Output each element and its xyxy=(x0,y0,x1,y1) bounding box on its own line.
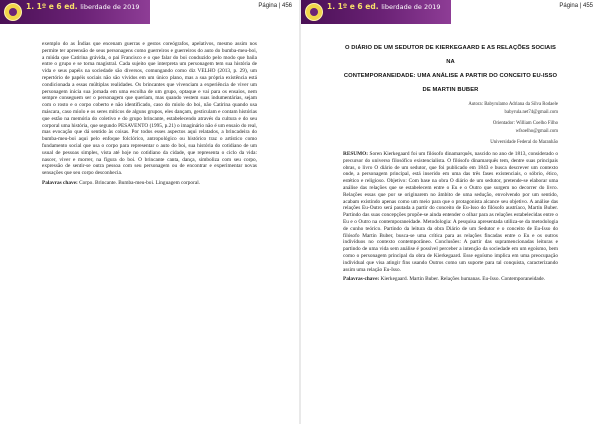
title-line: DE MARTIN BUBER xyxy=(422,87,479,93)
keywords-text: Kierkegaard. Martin Buber. Relações humanas. Eu-Isso. Contemporaneidade. xyxy=(379,276,546,283)
keywords-paragraph xyxy=(42,180,257,187)
advisor-email: wfsoelho@gmail.com xyxy=(515,128,558,134)
title-line: CONTEMPORANEIDADE: UMA ANÁLISE A PARTIR DO CONCEITO EU-ISSO xyxy=(343,73,558,79)
event-logo-icon xyxy=(305,3,323,21)
page-content xyxy=(343,41,558,286)
banner-title xyxy=(327,2,447,12)
abstract-label: RESUMO: xyxy=(343,150,369,157)
university-name: Universidade Federal do Maranhão xyxy=(490,140,558,146)
page-number: Página | 455 xyxy=(559,3,593,9)
right-page xyxy=(301,0,600,424)
keywords-paragraph xyxy=(343,276,558,283)
page-number: Página | 456 xyxy=(258,3,292,9)
keywords-label: Palavras-chave: xyxy=(343,276,380,283)
advisor-name: Orientador: William Coelho Filho xyxy=(492,121,558,127)
article-title xyxy=(343,41,558,97)
keywords-text: Corpo. Brincante. Bumba-meu-boi. Linguagem corporal. xyxy=(77,179,200,186)
page-content xyxy=(42,41,257,190)
abstract-paragraph xyxy=(343,151,558,273)
banner-subtitle: liberdade de 2019 xyxy=(381,3,441,11)
author-block xyxy=(343,101,558,147)
abstract-text: Soren Kierkegaard foi um filósofo dinamarquês, nascido no ano de 1813, considerado o precursor do universo filosófico existencialista. O filósofo dinamarquês tem, dentre suas principais obras, o livro O diário de um sedutor, que foi publicado em 1843 e busca descrever um contexto onde, a personagem principal, está inserido em uma das três fases existenciais, o sóbrio, ético, estético e religioso. Objetivo: Com base na obra O diário de um sedutor, pretende-se elaborar uma análise das relações que se estabelecem entre o Eu e o Outro que surgem no decorrer do livro. Relações essas que por se originarem no âmbito de uma sedução, envolvendo por um sentido, acabam existindo apenas como um meio para que o protagonista alcance seu objetivo. A análise das relações Eu-Outro será pautada a partir do conceito de Eu-Isso do filósofo austríaco, Martin Buber. Partindo das suas concepções propõe-se ainda entender o olhar para as relações estabelecidas entre o Eu e o Outro na contemporaneidade. Metodologia: A pesquisa apresentada utiliza-se da metodologia de cunho teórico. Partindo da leitura da obra Diário de um Sedutor e o conceito de Eu-Isso do filósofo Martin Buber, busca-se uma crítica para as relações fincadas entre o Eu e os outros indivíduos no contexto contemporâneo. Conclusões: A partir das supramencionadas leituras e partindo de uma vida sem análise é possível perceber a intenção da sociedade em um egoísmo, bem como o personagem principal da obra de Kierkegaard. Esse egoísmo implica em uma preocupação individual que visa atingir fins usando Outros como um suporte para tal conquista, caracterizando assim uma relação Eu-Isso. xyxy=(343,150,558,273)
body-paragraph: exemplo do as Índias que encenam guerras e gestos coreógrafos, apelativos, mesmo assim nos permite ter apreensão de seus personagens como guerreiros e guerreiros do auto do bumba-meu-boi, a miúda que Catirina grávida, o pai Francisco e o que falar do boi conduzido pelo modo que baila entre o grupo e se torna magistral. Cada sujeito que interpreta um personagem tem sua história de vida e seus papéis na sociedade são diversos, comungando como diz VELHO (2013, p. 29), um repertório de papéis sociais não são vividos em um único plano, mas a sua própria existência está condicionada a essas múltiplas realidades. Os brincantes que vivenciam a experiência de viver um personagem inicia sua jornada em uma escolha de um grupo, optaque e vai para os ensaios, nem sempre conseguem ser o personagem que queriam, mas quando vestem suas indumentárias, sejam com o rosto e o corpo coberto e não identificado, caso do miolo do boi, não Catirina quando usa máscara, caso miolo e os seres míticos de alguns grupos, eles dançam, gesticulam e contam histórias que estão na memória do coletivo e do grupo brincante, estabelecendo através da cultura e do seu corporal uma história, que segundo PESAVENTO (1995, p.21) o imaginário não é um ensaio do real, mas evocação que dá sentido às coisas. Por todos esses aspectos aqui relatados, a brincadeira do bumba-meu-boi aqui pelo enfoque folclórico, antropológico ou histórico traz o artístico como fundamento social que usa o corpo para representar o auto do boi, sua história do cotidiano de um usual de pessoas simples, vista até hoje no cotidiano da cidade, que representa o ciclo da vida: nascer, viver e morrer, na figura do boi. O brincante canta, dança, simboliza com seu corpo, expressão de sentir-se outra pessoa com seu personagem ou de encontrar e experimentar novas sensações que seu corpo desconhecia. xyxy=(42,41,257,177)
banner-title xyxy=(26,2,146,12)
banner-title-text: 1. 1º e 6 ed. xyxy=(26,2,78,11)
keywords-label: Palavras chave: xyxy=(42,179,78,186)
event-banner xyxy=(301,0,451,24)
banner-title-text: 1. 1º e 6 ed. xyxy=(327,2,379,11)
event-logo-icon xyxy=(4,3,22,21)
left-page xyxy=(0,0,299,424)
banner-subtitle: liberdade de 2019 xyxy=(80,3,140,11)
author-name: Autora: Babyrulamo Adriana da Silva Rodaele xyxy=(468,102,558,107)
title-line: O DIÁRIO DE UM SEDUTOR DE KIERKEGAARD E AS RELAÇÕES SOCIAIS NA xyxy=(344,45,557,65)
author-email: babyrula.net74@gmail.com xyxy=(504,109,558,115)
event-banner xyxy=(0,0,150,24)
